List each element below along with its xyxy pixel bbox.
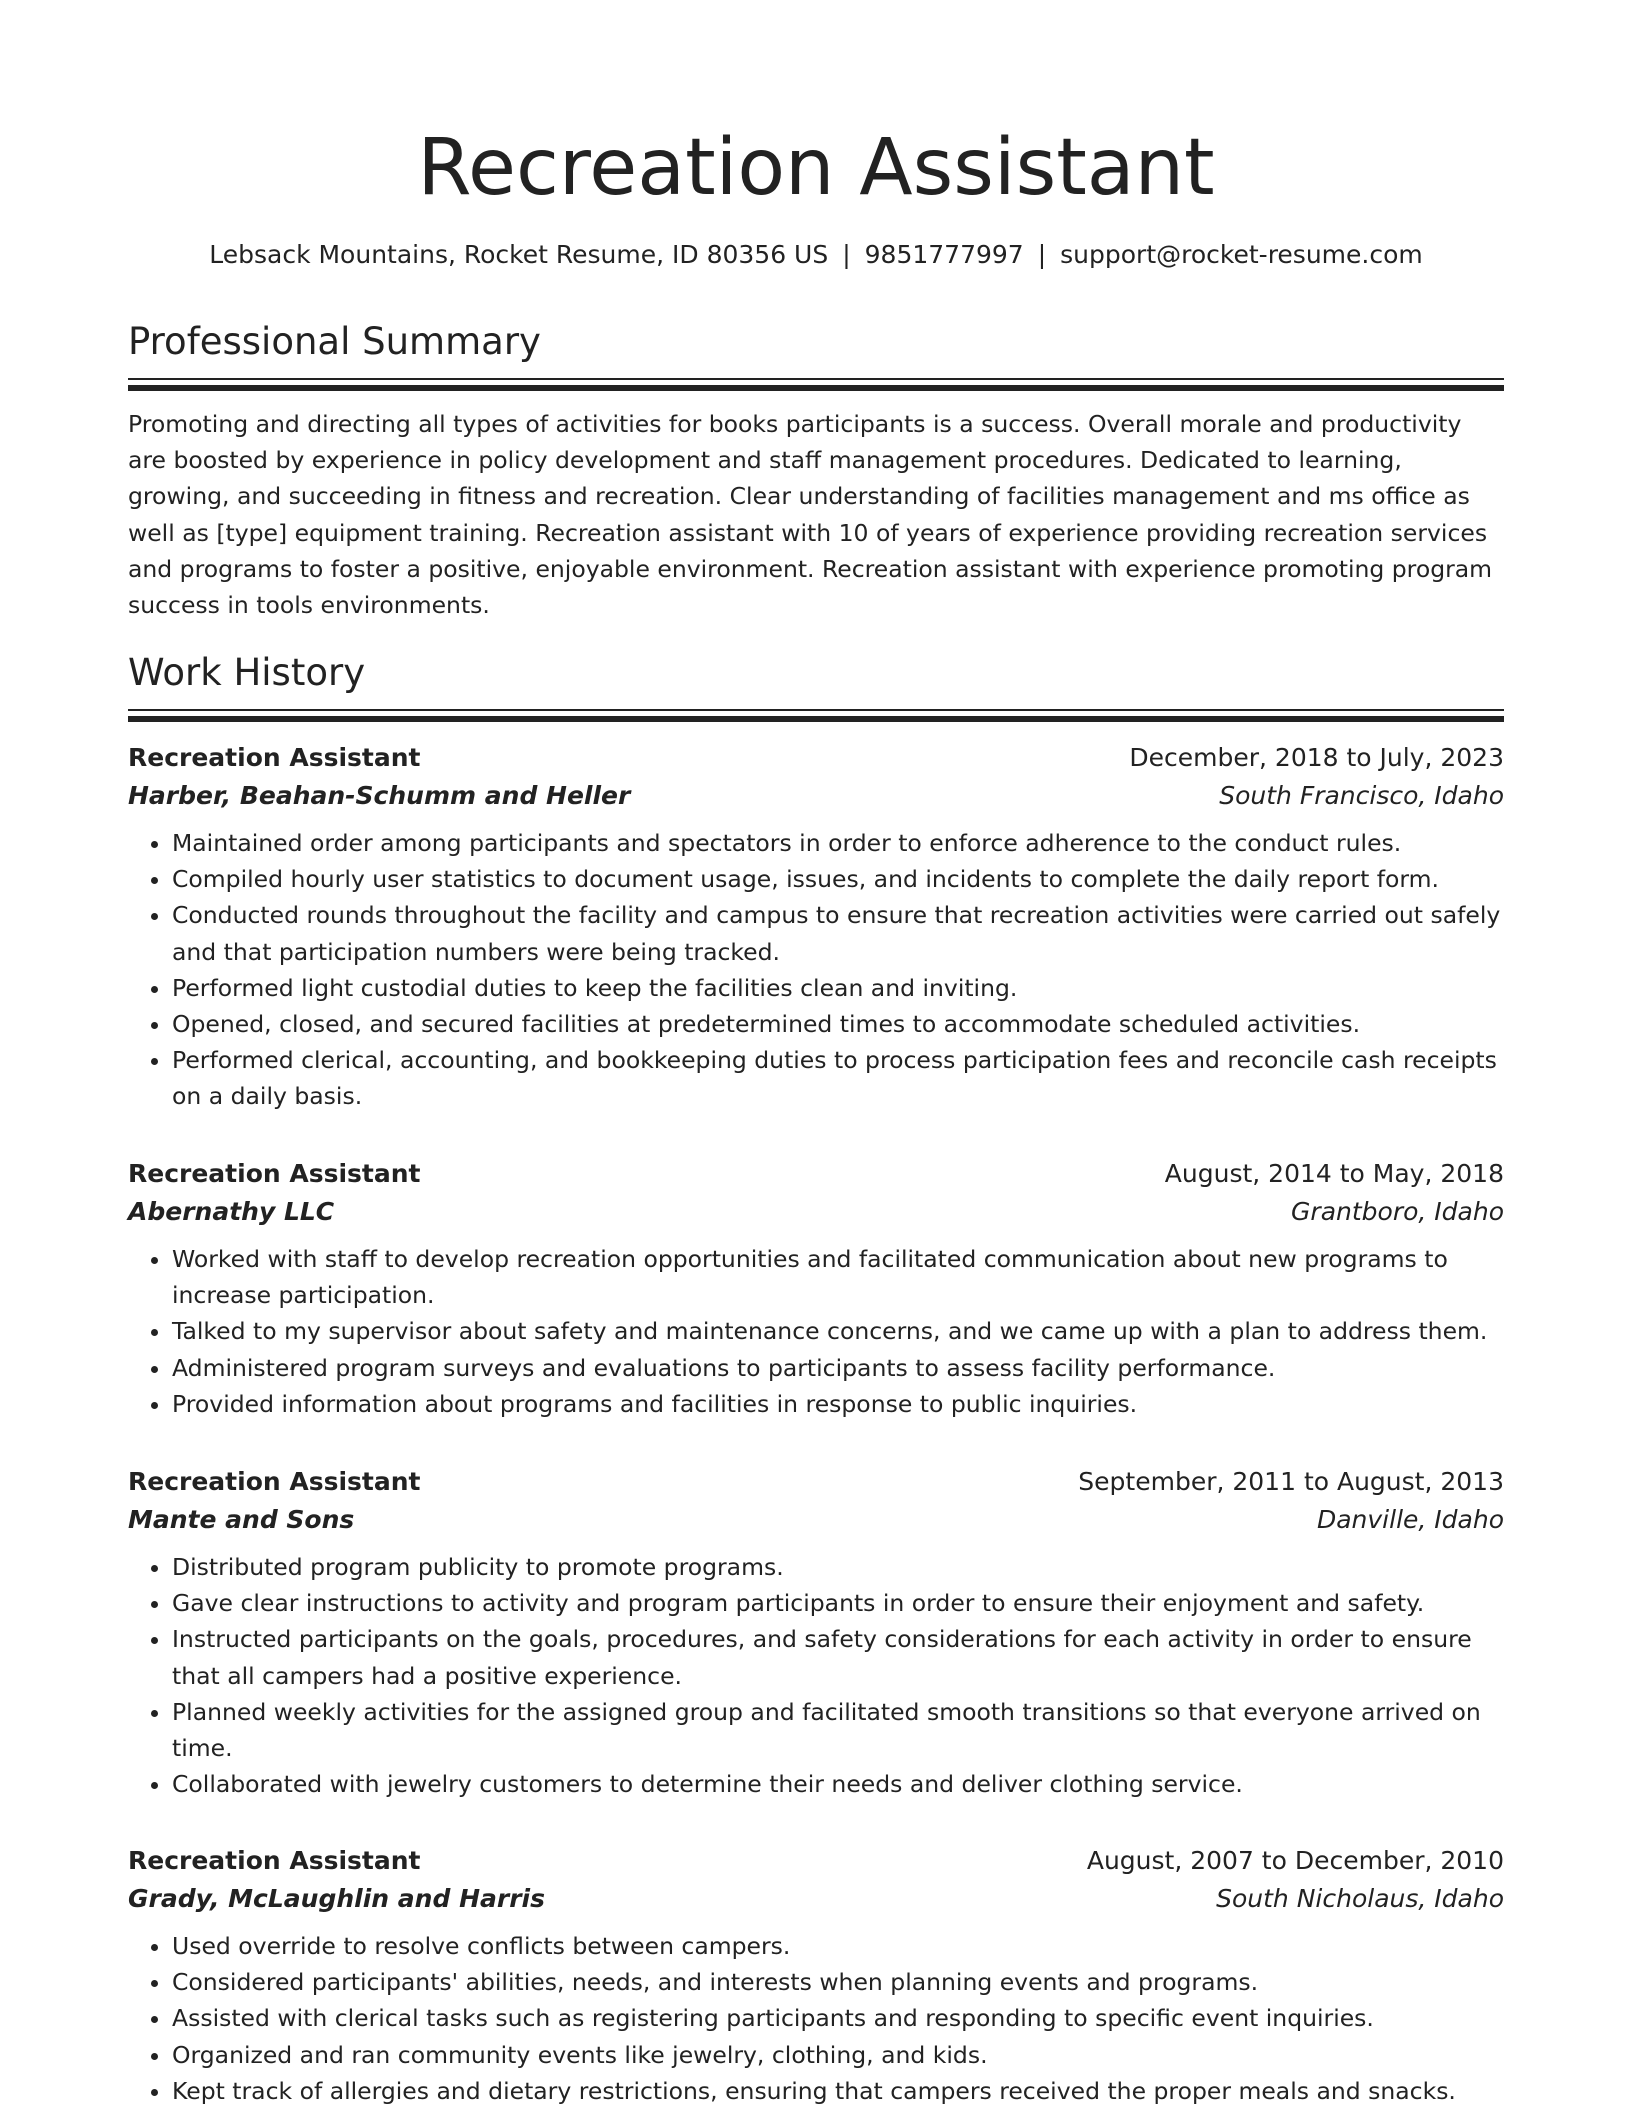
job-bullet: • Performed clerical, accounting, and bookkeeping duties to process participation fees and reconcile cash receipts on a daily basis. <box>172 1042 1504 1114</box>
job-bullet: • Gave clear instructions to activity and program participants in order to ensure their enjoyment and safety. <box>172 1585 1504 1621</box>
job-bullets <box>128 825 1504 1115</box>
job-subheader-row <box>128 1880 1504 1918</box>
job-location: South Nicholaus, Idaho <box>1216 1884 1504 1913</box>
job-entry <box>128 1155 1504 1422</box>
work-history-divider <box>128 709 1504 722</box>
job-entry <box>128 1842 1504 2109</box>
job-bullet: • Worked with staff to develop recreation opportunities and facilitated communication about new programs to increase participation. <box>172 1241 1504 1313</box>
summary-divider <box>128 378 1504 391</box>
job-bullet: • Used override to resolve conflicts between campers. <box>172 1928 1504 1964</box>
job-subheader-row <box>128 1193 1504 1231</box>
contact-separator: | <box>1037 240 1047 269</box>
job-bullet: • Organized and ran community events like jewelry, clothing, and kids. <box>172 2037 1504 2073</box>
job-bullet: • Provided information about programs and facilities in response to public inquiries. <box>172 1386 1504 1422</box>
job-company: Abernathy LLC <box>128 1197 335 1226</box>
contact-address: Lebsack Mountains, Rocket Resume, ID 80356 US <box>209 240 829 269</box>
job-bullet: • Compiled hourly user statistics to document usage, issues, and incidents to complete the daily report form. <box>172 861 1504 897</box>
job-header-row <box>128 1463 1504 1501</box>
job-bullets <box>128 1928 1504 2109</box>
job-entry <box>128 1463 1504 1802</box>
job-bullet: • Conducted rounds throughout the facility and campus to ensure that recreation activities were carried out safely and that participation numbers were being tracked. <box>172 897 1504 969</box>
job-bullet: • Instructed participants on the goals, procedures, and safety considerations for each activity in order to ensure that all campers had a positive experience. <box>172 1621 1504 1693</box>
summary-heading: Professional Summary <box>128 320 541 363</box>
job-bullet: • Assisted with clerical tasks such as registering participants and responding to specific event inquiries. <box>172 2000 1504 2036</box>
job-location: Danville, Idaho <box>1316 1505 1504 1534</box>
job-bullet: • Administered program surveys and evaluations to participants to assess facility performance. <box>172 1350 1504 1386</box>
work-history-heading: Work History <box>128 651 366 694</box>
job-dates: August, 2007 to December, 2010 <box>1086 1846 1504 1875</box>
job-location: South Francisco, Idaho <box>1219 781 1504 810</box>
job-location: Grantboro, Idaho <box>1291 1197 1504 1226</box>
job-header-row <box>128 739 1504 777</box>
job-bullet: • Maintained order among participants and spectators in order to enforce adherence to the conduct rules. <box>172 825 1504 861</box>
job-bullet: • Distributed program publicity to promote programs. <box>172 1549 1504 1585</box>
job-header-row <box>128 1155 1504 1193</box>
job-dates: September, 2011 to August, 2013 <box>1078 1467 1504 1496</box>
job-subheader-row <box>128 1501 1504 1539</box>
job-bullets <box>128 1241 1504 1422</box>
job-bullet: • Kept track of allergies and dietary restrictions, ensuring that campers received the proper meals and snacks. <box>172 2073 1504 2109</box>
job-company: Mante and Sons <box>128 1505 355 1534</box>
contact-email: support@rocket-resume.com <box>1060 240 1423 269</box>
job-dates: December, 2018 to July, 2023 <box>1129 743 1504 772</box>
job-bullet: • Collaborated with jewelry customers to determine their needs and deliver clothing service. <box>172 1766 1504 1802</box>
contact-line <box>128 238 1504 272</box>
job-company: Grady, McLaughlin and Harris <box>128 1884 545 1913</box>
job-bullet: • Performed light custodial duties to keep the facilities clean and inviting. <box>172 970 1504 1006</box>
job-dates: August, 2014 to May, 2018 <box>1164 1159 1504 1188</box>
summary-text: Promoting and directing all types of activities for books participants is a success. Overall morale and productivity are boosted by experience in policy development and staff management procedures. Dedicated to learning, growing, and succeeding in fitness and recreation. Clear understanding of facilities management and ms office as well as [type] equipment training. Recreation assistant with 10 of years of experience providing recreation services and programs to foster a positive, enjoyable environment. Recreation assistant with experience promoting program success in tools environments. <box>128 410 1493 620</box>
job-bullet: • Opened, closed, and secured facilities at predetermined times to accommodate scheduled activities. <box>172 1006 1504 1042</box>
contact-phone: 9851777997 <box>864 240 1024 269</box>
job-title: Recreation Assistant <box>128 1159 421 1188</box>
job-bullet: • Planned weekly activities for the assigned group and facilitated smooth transitions so that everyone arrived on time. <box>172 1694 1504 1766</box>
contact-separator: | <box>842 240 851 269</box>
job-bullets <box>128 1549 1504 1802</box>
job-company: Harber, Beahan-Schumm and Heller <box>128 781 631 810</box>
job-header-row <box>128 1842 1504 1880</box>
job-bullet: • Talked to my supervisor about safety and maintenance concerns, and we came up with a plan to address them. <box>172 1313 1504 1349</box>
job-subheader-row <box>128 777 1504 815</box>
job-title: Recreation Assistant <box>128 1846 421 1875</box>
job-entry <box>128 739 1504 1115</box>
job-title: Recreation Assistant <box>128 1467 421 1496</box>
page-title: Recreation Assistant <box>417 123 1215 213</box>
job-bullet: • Considered participants' abilities, needs, and interests when planning events and programs. <box>172 1964 1504 2000</box>
job-title: Recreation Assistant <box>128 743 421 772</box>
